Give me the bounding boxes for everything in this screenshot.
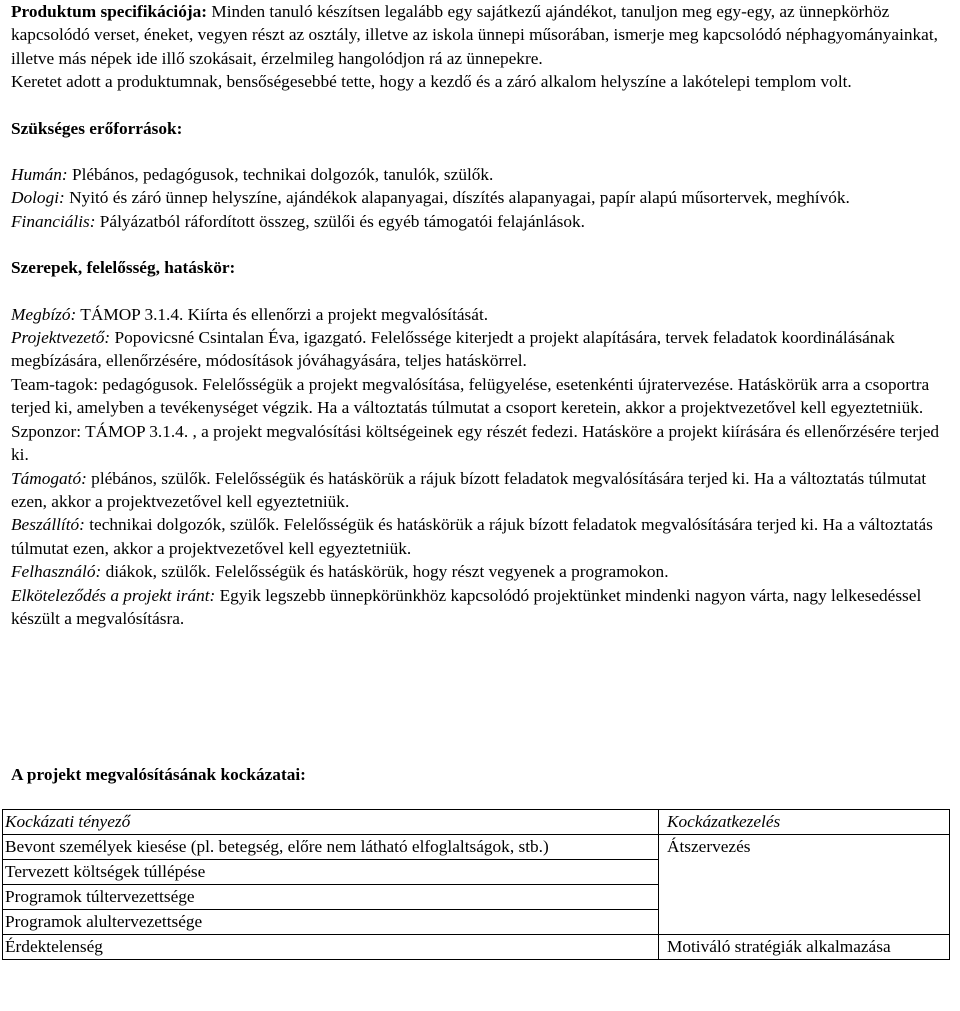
resources-heading: Szükséges erőforrások: <box>11 118 183 138</box>
role-supplier-label: Beszállító: <box>11 515 85 535</box>
role-commitment-text: Egyik legszebb ünnepkörünkhöz kapcsolódó projektünket mindenki nagyon várta, nagy lelkesedéssel készült a megvalósításra. <box>11 585 922 628</box>
product-spec-label: Produktum specifikációja: <box>11 2 208 21</box>
roles-heading: Szerepek, felelősség, hatáskör: <box>11 258 236 278</box>
risk-handling-header: Kockázatkezelés <box>659 810 950 835</box>
frame-paragraph: Keretet adott a produktumnak, bensőségesebbé tette, hogy a kezdő és a záró alkalom helyszíne a lakótelepi templom volt. <box>11 72 852 92</box>
role-principal-label: Megbízó: <box>11 304 77 324</box>
risk-factor-cell: Programok túltervezettsége <box>3 885 659 910</box>
risk-factor-cell: Tervezett költségek túllépése <box>3 860 659 885</box>
role-team-members-label: Team-tagok: <box>11 374 99 394</box>
role-supporter-text: plébános, szülők. Felelősségük és hatáskörük a rájuk bízott feladatok megvalósítására terjed ki. Ha a változtatás túlmutat ezen, akkor a projektvezetővel kell egyeztetniük. <box>11 468 927 511</box>
risk-factor-cell: Bevont személyek kiesése (pl. betegség, előre nem látható elfoglaltságok, stb.) <box>3 835 659 860</box>
risk-factor-cell: Programok alultervezettsége <box>3 910 659 935</box>
resource-human-label: Humán: <box>11 165 68 185</box>
resource-material-text: Nyitó és záró ünnep helyszíne, ajándékok alapanyagai, díszítés alapanyagai, papír alapú műsortervek, meghívók. <box>64 188 850 208</box>
resource-financial <box>11 210 951 233</box>
role-user-text: diákok, szülők. Felelősségük és hatáskörük, hogy részt vegyenek a programokon. <box>101 562 669 582</box>
role-supplier <box>11 513 951 560</box>
table-row <box>3 835 950 860</box>
risk-table-header-row <box>3 810 950 835</box>
role-sponsor <box>11 420 951 467</box>
role-sponsor-text: TÁMOP 3.1.4. , a projekt megvalósítási költségeinek egy részét fedezi. Hatásköre a projekt kiírására és ellenőrzésére terjed ki. <box>11 421 940 465</box>
role-commitment-label: Elköteleződés a projekt iránt: <box>11 585 216 605</box>
role-user <box>11 560 951 583</box>
product-spec-text: Minden tanuló készítsen legalább egy sajátkezű ajándékot, tanuljon meg egy-egy, az ünnepkörhöz kapcsolódó verset, éneket, vegyen részt az osztály, illetve az iskola ünnepi műsorában, ismerje meg kapcsolódó néphagyományainkat, illetve más népek ide illő szokásait, érzelmileg hangolódjon rá az ünnepekre. <box>11 2 938 68</box>
risk-table <box>2 809 950 960</box>
role-project-lead-text: Popovicsné Csintalan Éva, igazgató. Felelőssége kiterjedt a projekt alapítására, tervek feladatok koordinálásának megbízására, ellenőrzésére, módosítások jóváhagyására, teljes hatáskörrel. <box>11 328 895 371</box>
role-project-lead-label: Projektvezető: <box>11 328 111 348</box>
role-supporter <box>11 467 951 514</box>
role-team-members-text: pedagógusok. Felelősségük a projekt megvalósítása, felügyelése, esetenkénti újratervezése. Hatáskörük arra a csoportra terjed ki, amelyben a tevékenységet végzik. Ha a változtatás túlmutat a csoport keretein, akkor a projektvezetővel kell egyeztetniük. <box>11 374 930 418</box>
resource-material-label: Dologi: <box>11 188 65 208</box>
role-supplier-text: technikai dolgozók, szülők. Felelősségük és hatáskörük a rájuk bízott feladatok megvalósítására terjed ki. Ha a változtatás túlmutat ezen, akkor a projektvezetővel kell egyeztetniük. <box>11 515 933 558</box>
resource-financial-text: Pályázatból ráfordított összeg, szülői és egyéb támogatói felajánlások. <box>95 211 585 231</box>
role-user-label: Felhasználó: <box>11 562 102 582</box>
role-principal-text: TÁMOP 3.1.4. Kiírta és ellenőrzi a projekt megvalósítását. <box>76 304 489 324</box>
role-sponsor-label: Szponzor: <box>11 421 82 441</box>
risk-handling-cell: Motiváló stratégiák alkalmazása <box>659 935 950 960</box>
document-page <box>11 0 951 784</box>
risk-factor-cell: Érdektelenség <box>3 935 659 960</box>
product-spec-paragraph <box>11 0 951 70</box>
table-row <box>3 935 950 960</box>
role-principal <box>11 303 951 326</box>
role-commitment <box>11 584 951 631</box>
risk-handling-cell: Átszervezés <box>659 835 950 935</box>
role-team-members <box>11 373 951 420</box>
risks-heading: A projekt megvalósításának kockázatai: <box>11 765 306 784</box>
resource-human <box>11 163 951 186</box>
resource-human-text: Plébános, pedagógusok, technikai dolgozók, tanulók, szülők. <box>67 165 494 185</box>
risk-factor-header: Kockázati tényező <box>3 810 659 835</box>
role-project-lead <box>11 326 951 373</box>
resource-financial-label: Financiális: <box>11 211 96 231</box>
resource-material <box>11 186 951 209</box>
role-supporter-label: Támogató: <box>11 468 87 488</box>
